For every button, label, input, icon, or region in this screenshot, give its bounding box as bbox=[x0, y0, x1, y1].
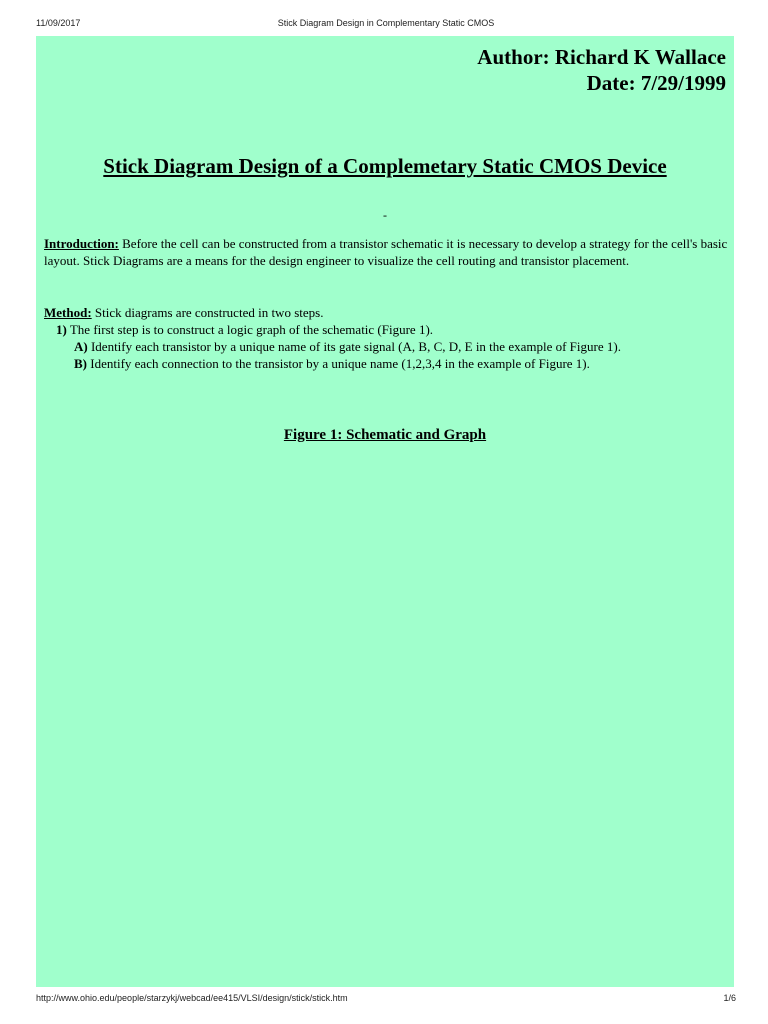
print-header bbox=[36, 18, 736, 32]
step-1-number: 1) bbox=[56, 322, 67, 337]
document-page bbox=[36, 36, 734, 987]
page-url: http://www.ohio.edu/people/starzykj/webcad/ee415/VLSI/design/stick/stick.htm bbox=[36, 993, 348, 1003]
method-step-b bbox=[44, 355, 730, 372]
introduction-paragraph bbox=[44, 235, 730, 269]
page-number: 1/6 bbox=[723, 993, 736, 1003]
print-title: Stick Diagram Design in Complementary Static CMOS bbox=[277, 18, 495, 28]
author-line: Author: Richard K Wallace bbox=[477, 45, 726, 69]
method-label: Method: bbox=[44, 305, 92, 320]
figure-caption: Figure 1: Schematic and Graph bbox=[283, 427, 487, 443]
method-section bbox=[44, 304, 730, 372]
step-a-number: A) bbox=[74, 339, 88, 354]
method-intro bbox=[44, 304, 730, 321]
author-block bbox=[477, 44, 726, 96]
date-line: Date: 7/29/1999 bbox=[586, 71, 726, 95]
step-1-text: The first step is to construct a logic graph of the schematic (Figure 1). bbox=[66, 322, 434, 337]
step-b-text: Identify each connection to the transistor by a unique name (1,2,3,4 in the example of Figure 1). bbox=[87, 356, 590, 371]
method-text: Stick diagrams are constructed in two steps. bbox=[91, 305, 324, 320]
print-footer bbox=[36, 993, 736, 1007]
method-step-a bbox=[44, 338, 730, 355]
step-b-number: B) bbox=[74, 356, 87, 371]
introduction-text: Before the cell can be constructed from a transistor schematic it is necessary to develop a strategy for the cell's basic layout. Stick Diagrams are a means for the design engineer to visualize the cell routing and transistor placement. bbox=[44, 236, 728, 268]
step-a-text: Identify each transistor by a unique name of its gate signal (A, B, C, D, E in the example of Figure 1). bbox=[87, 339, 621, 354]
introduction-label: Introduction: bbox=[44, 236, 119, 251]
page-title: Stick Diagram Design of a Complemetary Static CMOS Device bbox=[103, 154, 667, 178]
print-date: 11/09/2017 bbox=[36, 18, 81, 28]
method-step-1 bbox=[44, 321, 730, 338]
separator-dash: - bbox=[383, 208, 387, 222]
